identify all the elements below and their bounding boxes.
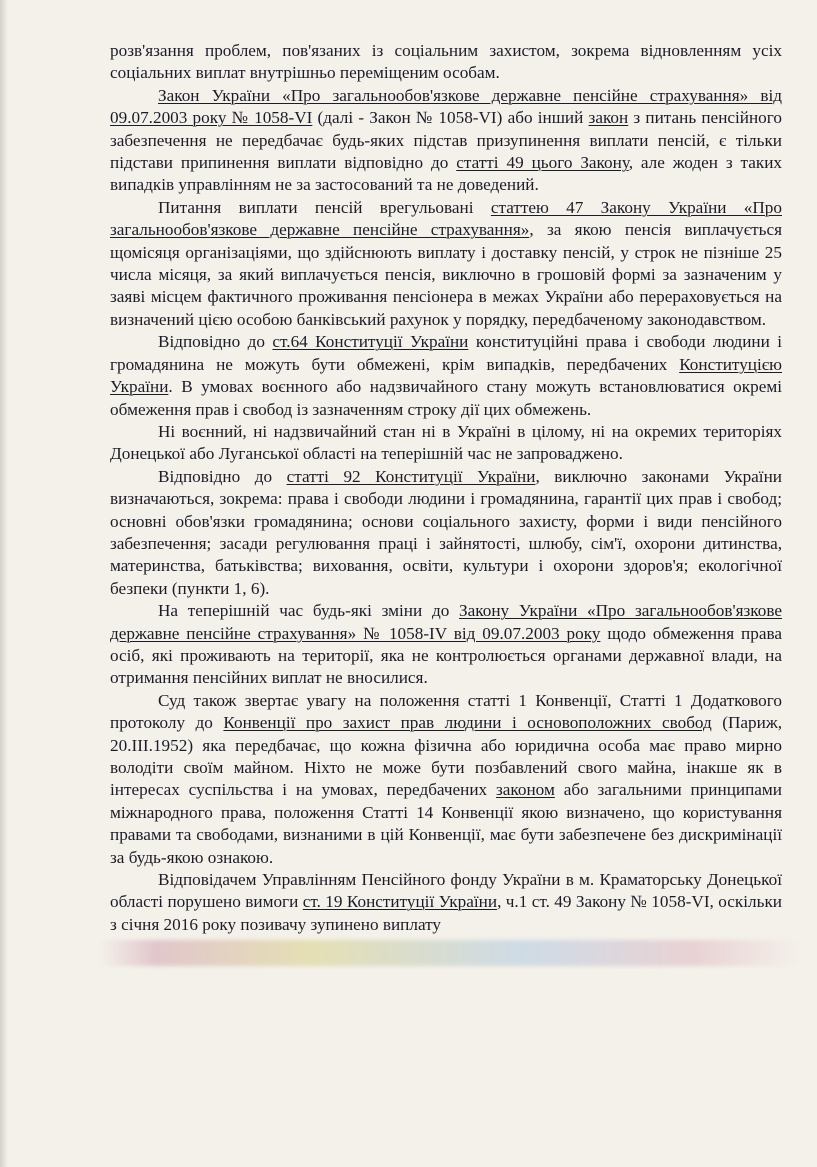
paragraph-9 (110, 869, 782, 936)
paragraph-text: , але жоден з таких випадків управлінням не за застосований та не доведений. (110, 153, 783, 195)
paragraph-5 (110, 421, 782, 466)
document-page (110, 40, 782, 936)
paragraph-text: , за якою пенсія виплачується щомісяця організаціями, що здійснюють виплату і доставку пенсій, у строк не пізніше 25 числа місяця, за який виплачується пенсія, виключно в грошовій формі за зазначеним у заяві місцем фактичного проживання пенсіонера в межах України або перераховується на визначений цією особою банківський рахунок у порядку, передбаченому законодавством. (110, 220, 782, 329)
paragraph-text: (Париж, 20.III.1952) яка передбачає, що кожна фізична або юридична особа має право мирно володіти своїм майном. Ніхто не може бути позбавлений свого майна, інакше як в інтересах суспільства і на умовах, передбачених (110, 713, 783, 800)
paragraph-text: розв'язання проблем, пов'язаних із соціальним захистом, зокрема відновленням усіх соціальних виплат внутрішньо переміщеним особам. (110, 41, 782, 83)
paragraph-text: . В умовах воєнного або надзвичайного стану можуть встановлюватися окремі обмеження прав і свобод із зазначенням строку дії цих обмежень. (110, 377, 782, 419)
legal-reference-link[interactable]: статтею 47 Закону України «Про загальнообов'язкове державне пенсійне страхування» (110, 197, 782, 240)
paragraph-text: щодо обмеження права осіб, які проживають на території, яка не контролюється органами державної влади, на отримання пенсійних виплат не вносилися. (110, 623, 782, 688)
paragraph-text: Відповідно до (158, 332, 273, 352)
paragraph-7 (110, 600, 782, 690)
paragraph-2 (110, 85, 782, 197)
paragraph-text: Відповідно до (158, 466, 287, 486)
paragraph-8 (110, 690, 782, 869)
paragraph-text: На теперішній час будь-які зміни до (158, 601, 460, 621)
legal-reference-link[interactable]: статті 49 цього Закону (456, 153, 629, 173)
paragraph-text: , виключно законами України визначаються, зокрема: права і свободи людини і громадянина, гарантії цих прав і свобод; основні обов'язки громадянина; основи соціального захисту, форми і види пенсійного забезпечення; засади регулювання праці і зайнятості, шлюбу, сім'ї, охорони дитинства, материнства, батьківства; виховання, освіти, культури і охорони здоров'я; екологічної безпеки (пункти 1, 6). (110, 466, 782, 598)
paragraph-text: Питання виплати пенсій врегульовані (158, 197, 491, 217)
paragraph-6 (110, 466, 782, 600)
legal-reference-link[interactable]: статті 92 Конституції України (286, 466, 536, 486)
scan-artifact-stripe (100, 940, 800, 966)
legal-reference-link[interactable]: Закону України «Про загальнообов'язкове державне пенсійне страхування» № 1058-IV від 09.07.2003 року (110, 601, 782, 643)
paragraph-text: , ч.1 ст. 49 Закону № 1058-VI, оскільки з січня 2016 року позивачу зупинено виплату (110, 892, 782, 934)
paragraph-3 (110, 197, 782, 331)
paragraph-text: з питань пенсійного забезпечення не передбачає будь-яких підстав призупинення виплати пенсій, є тільки підстави припинення виплати відповідно до (110, 108, 782, 173)
legal-reference-link[interactable]: ст. 19 Конституції України (302, 892, 498, 912)
paragraph-text: або загальними принципами міжнародного права, положення Статті 14 Конвенції якою визначено, що користування правами та свободами, визнаними в цій Конвенції, має бути забезпечене без дискримінації за будь-якою ознакою. (110, 780, 782, 867)
paragraph-text: Ні воєнний, ні надзвичайний стан ні в Україні в цілому, ні на окремих територіях Донецької або Луганської області на теперішній час не запроваджено. (110, 421, 782, 464)
paragraph-4 (110, 331, 782, 421)
paragraph-1 (110, 40, 782, 85)
paragraph-text: конституційні права і свободи людини і громадянина не можуть бути обмежені, крім випадків, передбачених (110, 332, 782, 374)
legal-reference-link[interactable]: закон (588, 108, 629, 128)
paragraph-text: Суд також звертає увагу на положення статті 1 Конвенції, Статті 1 Додаткового протоколу до (110, 690, 782, 733)
legal-reference-link[interactable]: Закон України «Про загальнообов'язкове державне пенсійне страхування» від 09.07.2003 року № 1058-VI (110, 85, 782, 128)
scan-edge-shadow (0, 0, 8, 1167)
legal-reference-link[interactable]: Конституцією України (110, 354, 782, 397)
legal-reference-link[interactable]: Конвенції про захист прав людини і основоположних свобод (223, 713, 712, 733)
paragraph-text: (далі - Закон № 1058-VI) або інший (312, 108, 589, 128)
legal-reference-link[interactable]: законом (496, 780, 555, 800)
legal-reference-link[interactable]: ст.64 Конституції України (272, 332, 469, 352)
paragraph-text: Відповідачем Управлінням Пенсійного фонду України в м. Краматорську Донецької області порушено вимоги (110, 870, 782, 912)
